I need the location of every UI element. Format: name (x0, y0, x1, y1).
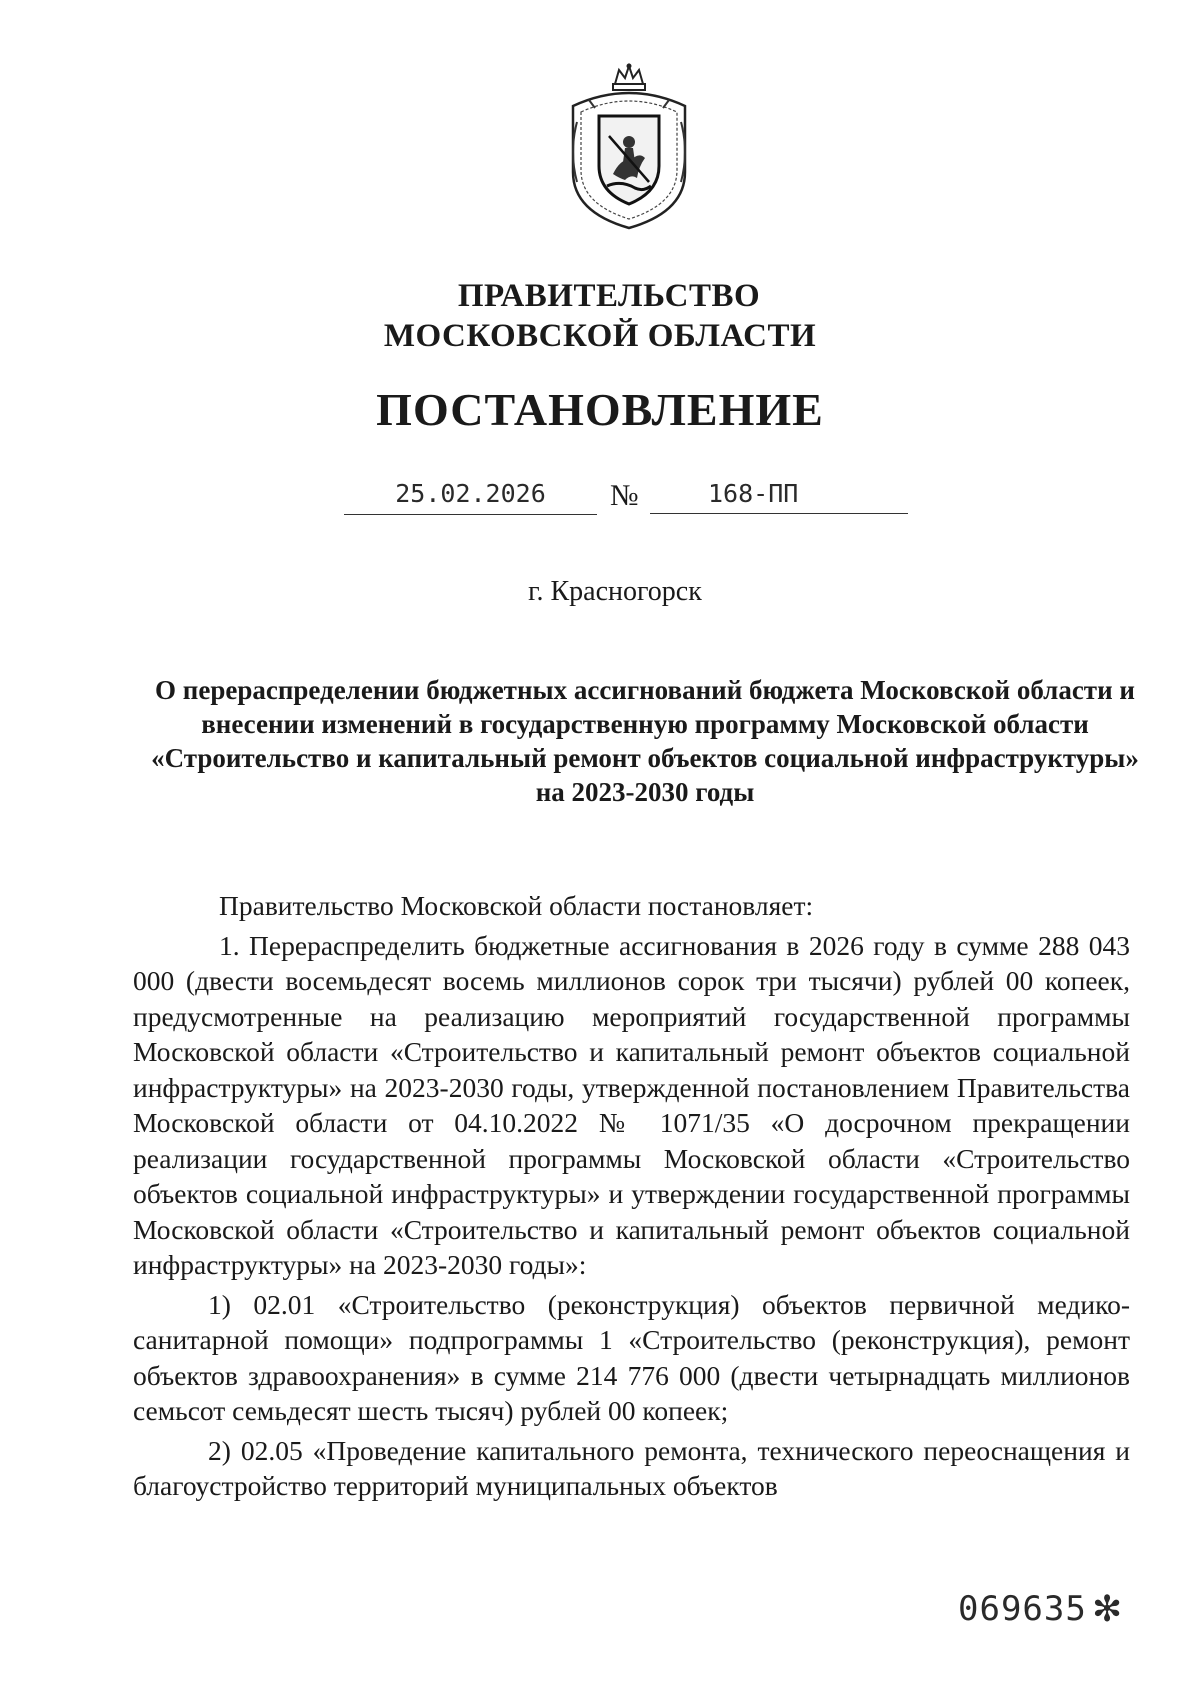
government-title-line1: ПРАВИТЕЛЬСТВО (457, 278, 761, 314)
body-item-1: 1) 02.01 «Строительство (реконструкция) объектов первичной медико-санитарной помощи» подпрограммы 1 «Строительство (реконструкция), ремонт объектов здравоохранения» в сумме 214 776 000 (двести четырнадцать миллионов семьсот семьдесят шесть тысяч) рублей 00 копеек; (133, 1288, 1130, 1426)
coat-of-arms-icon (565, 62, 693, 230)
government-title-line2: МОСКОВСКОЙ ОБЛАСТИ (383, 318, 817, 354)
document-subject: О перераспределении бюджетных ассигнований бюджета Московской области и внесении изменений в государственную программу Московской области «Строительство и капитальный ремонт объектов социальной инфраструктуры» на 2023-2030 годы (151, 675, 1139, 807)
document-date: 25.02.2026 (344, 474, 597, 515)
document-type-title: ПОСТАНОВЛЕНИЕ (376, 384, 824, 435)
document-body (133, 888, 1130, 1504)
serial-number: 069635 (958, 1589, 1087, 1629)
document-number: 168-ПП (650, 474, 908, 514)
body-item-2: 2) 02.05 «Проведение капитального ремонта, технического переоснащения и благоустройство территорий муниципальных объектов (133, 1434, 1130, 1501)
body-paragraph-1: 1. Перераспределить бюджетные ассигнования в 2026 году в сумме 288 043 000 (двести восемьдесят восемь миллионов сорок три тысячи) рублей 00 копеек, предусмотренные на реализацию мероприятий государственной программы Московской области «Строительство и капитальный ремонт объектов социальной инфраструктуры» на 2023-2030 годы, утвержденной постановлением Правительства Московской области от 04.10.2022 № 1071/35 «О досрочном прекращении реализации государственной программы Московской области «Строительство объектов социальной инфраструктуры» и утверждении государственной программы Московской области «Строительство и капитальный ремонт объектов социальной инфраструктуры» на 2023-2030 годы»: (133, 929, 1130, 1280)
number-sign: № (610, 479, 639, 512)
body-intro: Правительство Московской области постановляет: (219, 890, 814, 921)
asterisk-icon: ✻ (1092, 1589, 1123, 1629)
city-line: г. Красногорск (528, 576, 702, 607)
